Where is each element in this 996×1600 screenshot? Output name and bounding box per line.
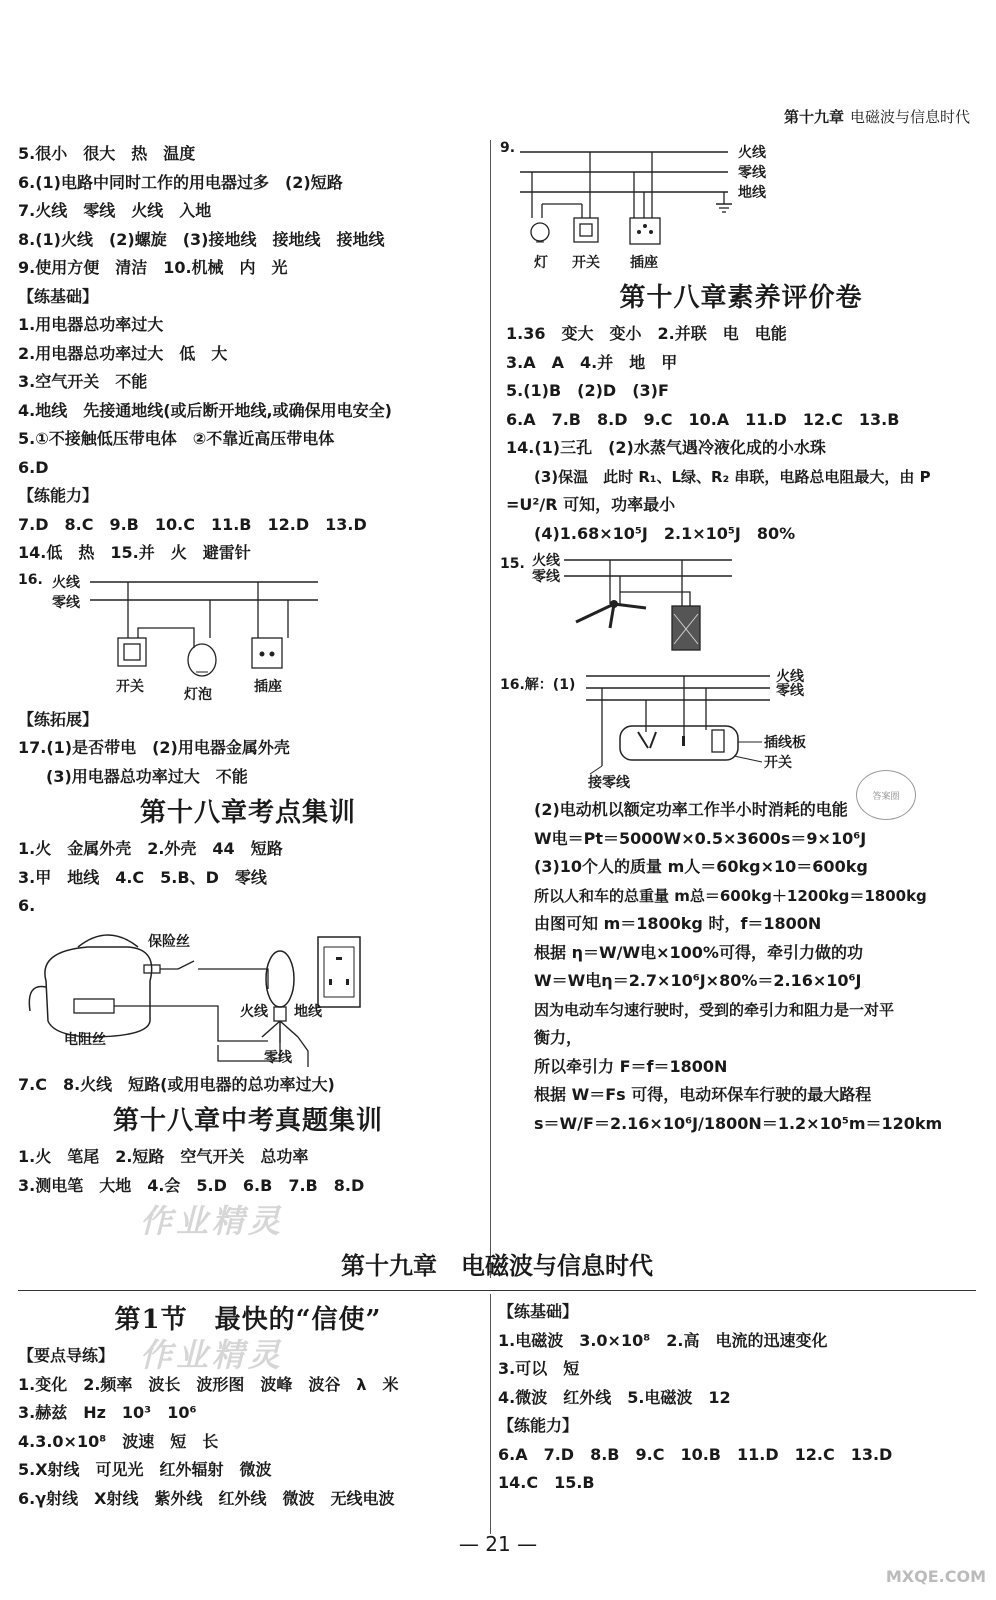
answer-line: 1.用电器总功率过大 [18, 315, 164, 334]
neutral-wire-label: 零线 [52, 594, 80, 611]
socket-label: 插座 [630, 255, 658, 271]
answer-line: 14.C 15.B [498, 1473, 595, 1492]
watermark: MXQE.COM [885, 1567, 986, 1586]
answer-line: 1.电磁波 3.0×10⁸ 2.高 电流的迅速变化 [498, 1330, 828, 1350]
answer-line: (2)电动机以额定功率工作半小时消耗的电能 [534, 800, 848, 819]
answer-line: 5.很小 很大 热 温度 [18, 144, 196, 163]
ground-wire-label: 地线 [738, 185, 766, 201]
answer-line: 6.A 7.B 8.D 9.C 10.A 11.D 12.C 13.B [506, 409, 900, 429]
section-tag: 【练拓展】 [18, 709, 99, 729]
diagram-number: 16. [18, 571, 43, 588]
section-tag: 【练基础】 [18, 286, 99, 306]
bottom-column-divider [490, 1294, 491, 1534]
faint-stamp: 作业精灵 [140, 1202, 285, 1240]
answer-line: 1.火 笔尾 2.短路 空气开关 总功率 [18, 1147, 309, 1166]
left-column [18, 140, 478, 1200]
section-tag: 【练能力】 [18, 486, 99, 505]
answer-line: 7.火线 零线 火线 入地 [18, 201, 212, 220]
answer-line: 9.使用方便 清洁 10.机械 内 光 [18, 258, 288, 277]
fuse-label: 保险丝 [148, 933, 190, 950]
live-wire-label: 火线 [776, 669, 804, 685]
wiring-diagram-16 [18, 568, 478, 706]
connect-neutral-label: 接零线 [588, 775, 630, 791]
answer-line: 3.空气开关 不能 [18, 372, 148, 391]
answer-line: 所以牵引力 F＝f＝1800N [534, 1056, 728, 1076]
answer-line: 14.低 热 15.并 火 避雷针 [18, 543, 251, 562]
answer-line: 14.(1)三孔 (2)水蒸气遇冷液化成的小水珠 [506, 438, 826, 457]
left-block-b [18, 706, 478, 792]
right-column [500, 140, 976, 1138]
answer-line: s＝W/F＝2.16×10⁶J/1800N＝1.2×10⁵m＝120km [534, 1113, 943, 1133]
wiring-diagram-15-svg [506, 548, 976, 666]
wiring-diagram-15 [500, 548, 976, 666]
seal-logo: 答案圈 [856, 770, 916, 820]
answer-line: 4.3.0×10⁸ 波速 短 长 [18, 1431, 219, 1451]
neutral-wire-label: 零线 [776, 683, 804, 699]
answer-line: 2.用电器总功率过大 低 大 [18, 343, 228, 363]
running-header [784, 106, 970, 127]
answer-line: 所以人和车的总重量 m总＝600kg＋1200kg＝1800kg [534, 886, 927, 905]
lamp-label: 灯 [534, 255, 548, 271]
answer-line: 6.(1)电路中同时工作的用电器过多 (2)短路 [18, 172, 343, 192]
answer-line: 6. [18, 896, 36, 915]
ground-wire-label: 地线 [294, 1003, 322, 1020]
chapter-19-title: 第十九章 电磁波与信息时代 [341, 1251, 653, 1280]
kettle-wiring-diagram [18, 921, 478, 1071]
neutral-wire-label: 零线 [532, 569, 560, 585]
answer-line: (3)用电器总功率过大 不能 [46, 766, 248, 786]
switch-label: 开关 [572, 255, 600, 271]
answer-line: 6.D [18, 457, 49, 477]
wiring-diagram-9 [500, 140, 976, 276]
switch-label: 开关 [764, 755, 792, 771]
socket-label: 插座 [254, 678, 282, 695]
answer-line: 17.(1)是否带电 (2)用电器金属外壳 [18, 738, 290, 757]
answer-line: 衡力， [534, 1028, 583, 1047]
live-wire-label: 火线 [240, 1003, 268, 1020]
diagram-number: 15. [500, 556, 525, 572]
answer-line: 根据 W＝Fs 可得，电动环保车行驶的最大路程 [534, 1085, 872, 1104]
answer-line: (4)1.68×10⁵J 2.1×10⁵J 80% [534, 523, 796, 543]
section-tag: 【练基础】 [498, 1302, 579, 1321]
answer-line: 5.(1)B (2)D (3)F [506, 381, 669, 400]
answer-line: 4.微波 红外线 5.电磁波 12 [498, 1387, 731, 1407]
section-title-suyang: 第十八章素养评价卷 [619, 283, 863, 313]
left-block-a [18, 140, 478, 568]
answer-line: W＝W电η＝2.7×10⁶J×80%＝2.16×10⁶J [534, 971, 862, 990]
answer-line: 3.可以 短 [498, 1359, 580, 1378]
faint-stamp: 作业精灵 [140, 1336, 285, 1374]
section-tag: 【要点导练】 [18, 1346, 115, 1365]
answer-line: 7.D 8.C 9.B 10.C 11.B 12.D 13.D [18, 514, 367, 534]
answer-line: 1.变化 2.频率 波长 波形图 波峰 波谷 λ 米 [18, 1374, 399, 1394]
answer-line: 由图可知 m＝1800kg 时，f＝1800N [534, 914, 822, 933]
column-divider [490, 140, 491, 1278]
switch-label: 开关 [116, 678, 144, 695]
answer-line: 3.测电笔 大地 4.会 5.D 6.B 7.B 8.D [18, 1175, 365, 1195]
answer-line: 5.①不接触低压带电体 ②不靠近高压带电体 [18, 429, 335, 448]
section-tag: 【练能力】 [498, 1416, 579, 1435]
answer-line: W电＝Pt＝5000W×0.5×3600s＝9×10⁶J [534, 828, 867, 848]
left-block-c [18, 835, 478, 921]
section-1-title: 第1节 最快的“信使” [114, 1305, 382, 1335]
answer-line: 3.A A 4.并 地 甲 [506, 352, 678, 372]
page-number: — 21 — [458, 1532, 538, 1556]
section-title-kaodian: 第十八章考点集训 [139, 798, 356, 828]
answer-line: 5.X射线 可见光 红外辐射 微波 [18, 1460, 272, 1479]
header-title: 电磁波与信息时代 [849, 108, 970, 126]
live-wire-label: 火线 [738, 145, 766, 161]
neutral-wire-label: 零线 [264, 1049, 292, 1066]
header-chapter: 第十九章 [783, 108, 844, 126]
section-rule [18, 1290, 976, 1291]
live-wire-label: 火线 [52, 574, 80, 591]
answer-line: (3)保温 此时 R₁、L绿、R₂ 串联，电路总电阻最大，由 P [534, 467, 931, 486]
answer-line: 7.C 8.火线 短路(或用电器的总功率过大) [18, 1074, 335, 1094]
answer-line: =U²/R 可知，功率最小 [506, 495, 676, 514]
answer-line: 1.火 金属外壳 2.外壳 44 短路 [18, 839, 283, 858]
resistor-label: 电阻丝 [64, 1031, 106, 1048]
wiring-diagram-16-svg [18, 568, 478, 706]
neutral-wire-label: 零线 [738, 165, 766, 181]
answer-line: 6.γ射线 X射线 紫外线 红外线 微波 无线电波 [18, 1488, 395, 1508]
diagram-number: 9. [500, 140, 516, 156]
section-title-zhongkao: 第十八章中考真题集训 [112, 1106, 383, 1136]
answer-line: (3)10个人的质量 m人＝60kg×10＝600kg [534, 857, 868, 876]
answer-line: 3.甲 地线 4.C 5.B、D 零线 [18, 867, 267, 887]
diagram-number: 16.解：(1) [500, 677, 576, 693]
bulb-label: 灯泡 [184, 686, 212, 703]
bottom-right-column [498, 1298, 968, 1498]
live-wire-label: 火线 [532, 553, 560, 569]
answer-line: 4.地线 先接通地线(或后断开地线,或确保用电安全) [18, 400, 392, 420]
answer-line: 因为电动车匀速行驶时，受到的牵引力和阻力是一对平 [534, 1000, 895, 1019]
answer-line: 1.36 变大 变小 2.并联 电 电能 [506, 324, 787, 343]
answer-line: 8.(1)火线 (2)螺旋 (3)接地线 接地线 接地线 [18, 229, 385, 249]
answer-line: 根据 η＝W/W电×100%可得，牵引力做的功 [534, 942, 863, 962]
board-label: 插线板 [764, 735, 806, 751]
answer-line: 6.A 7.D 8.B 9.C 10.B 11.D 12.C 13.D [498, 1444, 893, 1464]
answer-line: 3.赫兹 Hz 10³ 10⁶ [18, 1403, 197, 1422]
